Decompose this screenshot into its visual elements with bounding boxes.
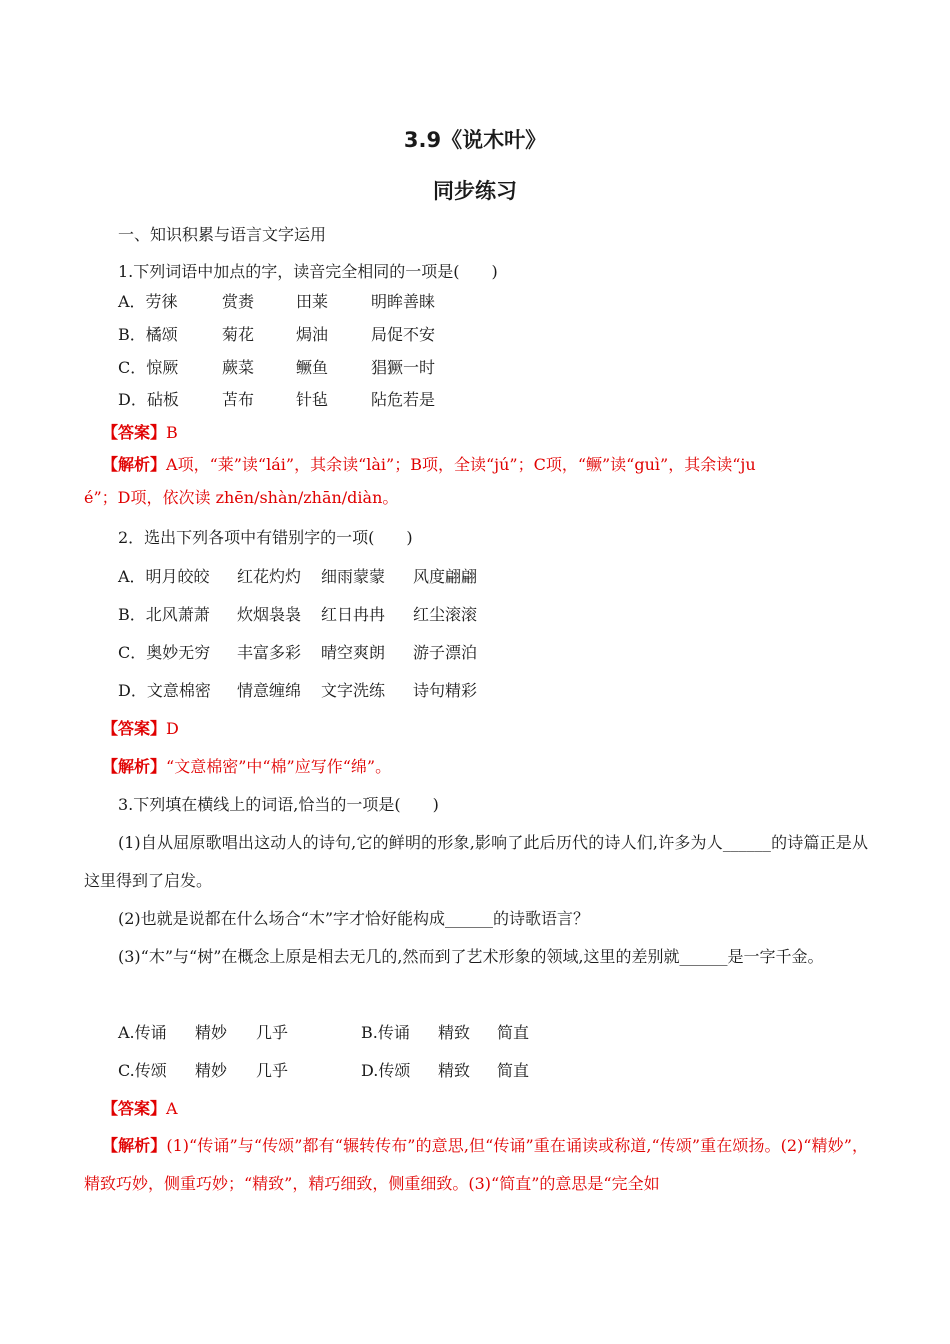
question-3-stem: 3.下列填在横线上的词语,恰当的一项是( ) (118, 795, 439, 814)
analysis-text: A项，“莱”读“lái”，其余读“lài”；B项，全读“jú”；C项，“鳜”读“guì”，其余读“ju (166, 455, 756, 474)
q1-answer (102, 423, 178, 443)
q1-option-a-3: 田莱 (296, 292, 329, 311)
section-heading: 一、知识积累与语言文字运用 (118, 225, 327, 244)
q1-option-b-4: 局促不安 (371, 325, 436, 344)
q1-option-a-1: A．劳徕 (118, 292, 178, 311)
q3-option-d-2: 精致 (438, 1061, 471, 1080)
q2-option-a-1: A．明月皎皎 (118, 567, 210, 586)
q3-sentence-3: (3)“木”与“树”在概念上原是相去无几的,然而到了艺术形象的领域,这里的差别就______是一字千金。 (118, 947, 824, 966)
question-2-stem: 2．选出下列各项中有错别字的一项( ) (118, 528, 413, 547)
q2-option-d-3: 文字洗练 (321, 681, 386, 700)
q3-option-a-2: 精妙 (195, 1023, 228, 1042)
q3-option-b-1: B.传诵 (361, 1023, 410, 1042)
answer-value: B (166, 423, 178, 442)
analysis-tag: 【解析】 (102, 455, 167, 474)
q2-option-d-1: D．文意棉密 (118, 681, 211, 700)
q1-option-c-2: 蕨菜 (222, 358, 255, 377)
q2-option-b-1: B．北风萧萧 (118, 605, 210, 624)
q1-option-b-3: 焗油 (296, 325, 329, 344)
q2-option-d-2: 情意缠绵 (237, 681, 302, 700)
answer-value: D (166, 719, 179, 738)
analysis-text: (1)“传诵”与“传颂”都有“辗转传布”的意思,但“传诵”重在诵读或称道,“传颂”重在颂扬。(2)“精妙”，精致巧妙，侧重巧妙；“精致”，精巧细致，侧重细致。(3)“简直”的意思是“完全如 (84, 1136, 868, 1193)
q1-option-a-2: 赏赉 (222, 292, 255, 311)
q2-option-b-4: 红尘滚滚 (413, 605, 478, 624)
answer-value: A (166, 1099, 178, 1118)
q3-analysis (84, 1127, 868, 1203)
q3-option-d-3: 简直 (497, 1061, 530, 1080)
q1-option-b-2: 菊花 (222, 325, 255, 344)
answer-tag: 【答案】 (102, 719, 167, 738)
q3-sentence-1: (1)自从屈原歌唱出这动人的诗句,它的鲜明的形象,影响了此后历代的诗人们,许多为人______的诗篇正是从这里得到了启发。 (84, 833, 868, 890)
q1-analysis-line-1 (102, 455, 756, 475)
q2-answer (102, 719, 179, 739)
analysis-text: “文意棉密”中“棉”应写作“绵”。 (166, 757, 392, 776)
q1-option-a-4: 明眸善睐 (371, 292, 436, 311)
q3-option-a-3: 几乎 (256, 1023, 289, 1042)
q1-option-b-1: B．橘颂 (118, 325, 178, 344)
q3-option-a-1: A.传诵 (118, 1023, 167, 1042)
q1-option-d-1: D．砧板 (118, 390, 179, 409)
q3-option-d-1: D.传颂 (361, 1061, 411, 1080)
question-1-stem: 1.下列词语中加点的字，读音完全相同的一项是( ) (118, 262, 498, 281)
document-subtitle: 同步练习 (433, 179, 517, 203)
q3-option-c-1: C.传颂 (118, 1061, 167, 1080)
q1-analysis-line-2: é”；D项，依次读 zhēn/shàn/zhān/diàn。 (84, 488, 399, 507)
analysis-tag: 【解析】 (102, 1136, 167, 1155)
q2-option-c-3: 晴空爽朗 (321, 643, 386, 662)
q2-option-a-3: 细雨蒙蒙 (321, 567, 386, 586)
q2-analysis (102, 757, 391, 777)
q3-option-b-3: 简直 (497, 1023, 530, 1042)
q2-option-c-4: 游子漂泊 (413, 643, 478, 662)
q3-option-c-3: 几乎 (256, 1061, 289, 1080)
q2-option-c-2: 丰富多彩 (237, 643, 302, 662)
answer-tag: 【答案】 (102, 1099, 167, 1118)
q2-option-a-2: 红花灼灼 (237, 567, 302, 586)
q3-sentence-2: (2)也就是说都在什么场合“木”字才恰好能构成______的诗歌语言？ (118, 909, 590, 928)
q1-option-d-2: 苫布 (222, 390, 255, 409)
q2-option-b-3: 红日冉冉 (321, 605, 386, 624)
q1-option-c-4: 猖獗一时 (371, 358, 436, 377)
q2-option-d-4: 诗句精彩 (413, 681, 478, 700)
q2-option-a-4: 风度翩翩 (413, 567, 478, 586)
q2-option-c-1: C．奥妙无穷 (118, 643, 211, 662)
q3-option-b-2: 精致 (438, 1023, 471, 1042)
q2-option-b-2: 炊烟袅袅 (237, 605, 302, 624)
q1-option-c-3: 鳜鱼 (296, 358, 329, 377)
q3-answer (102, 1099, 178, 1119)
q1-option-d-4: 阽危若是 (371, 390, 436, 409)
q3-option-c-2: 精妙 (195, 1061, 228, 1080)
analysis-tag: 【解析】 (102, 757, 167, 776)
answer-tag: 【答案】 (102, 423, 167, 442)
q1-option-c-1: C．惊厥 (118, 358, 179, 377)
q1-option-d-3: 针毡 (296, 390, 329, 409)
document-title: 3.9《说木叶》 (403, 128, 547, 152)
